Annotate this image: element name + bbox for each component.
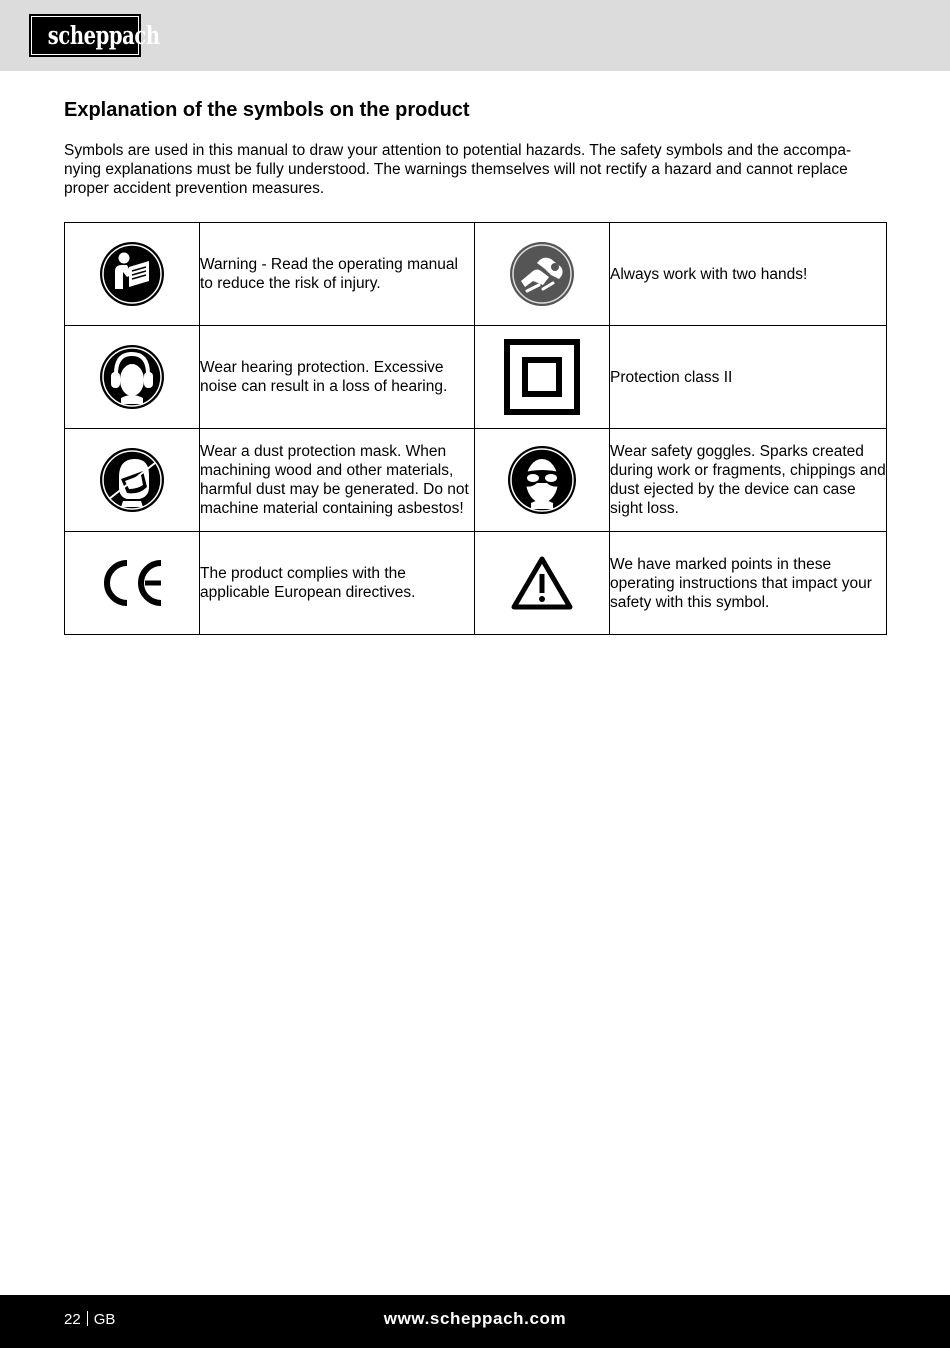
safety-goggles-icon: [507, 445, 577, 515]
table-row: [65, 326, 887, 429]
symbol-description: Wear hearing protection. Excessive noise can result in a loss of hearing.: [200, 326, 475, 429]
scheppach-logo: scheppach: [31, 16, 139, 55]
intro-paragraph: Symbols are used in this manual to draw your attention to potential hazards. The safety symbols and the accompa-nying explanations must be fully understood. The warnings themselves will not rectify a hazard and cannot replace proper accident prevention measures.: [64, 142, 852, 197]
symbol-description: Protection class II: [610, 326, 887, 429]
page-footer: [0, 1295, 950, 1348]
website-url: www.scheppach.com: [383, 1309, 567, 1328]
language-code: GB: [93, 1311, 116, 1328]
warning-triangle-icon: [510, 555, 574, 611]
hearing-protection-icon: [99, 344, 165, 410]
symbols-table: [64, 222, 887, 635]
symbol-description: Wear safety goggles. Sparks created during work or fragments, chippings and dust ejected by the device can case sight loss.: [610, 429, 887, 532]
symbol-description: Warning - Read the operating manual to reduce the risk of injury.: [200, 223, 475, 326]
ce-mark-icon: [99, 559, 165, 607]
symbol-description: Wear a dust protection mask. When machining wood and other materials, harmful dust may be generated. Do not machine material containing asbestos!: [200, 429, 475, 532]
page-header: [0, 0, 950, 71]
two-hands-icon: [509, 241, 575, 307]
symbol-description: The product complies with the applicable European directives.: [200, 532, 475, 635]
table-row: [65, 223, 887, 326]
symbol-description: Always work with two hands!: [610, 223, 887, 326]
section-title: Explanation of the symbols on the product: [64, 99, 470, 121]
read-manual-icon: [99, 241, 165, 307]
symbol-description: We have marked points in these operating instructions that impact your safety with this symbol.: [610, 532, 887, 635]
page-number: 22 GB: [64, 1311, 116, 1328]
table-row: [65, 532, 887, 635]
protection-class-ii-icon: [504, 339, 580, 415]
table-row: [65, 429, 887, 532]
dust-mask-icon: [99, 447, 165, 513]
